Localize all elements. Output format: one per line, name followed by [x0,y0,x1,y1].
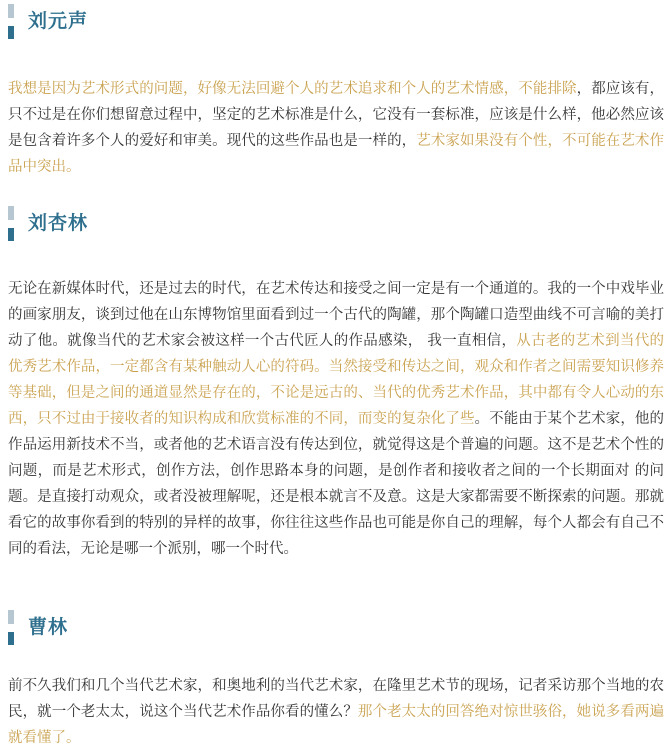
section-heading [0,610,671,650]
speaker-name: 曹林 [28,616,69,638]
heading-mark-top [8,610,14,624]
section-cao-lin [0,610,671,746]
section-heading [0,4,671,44]
body-text: 。不能由于某个艺术家，他的作品运用新技术不当，或者他的艺术语言没有传达到位，就觉得这是个普遍的问题。这不是艺术个性的问题，而是艺术形式，创作方法，创作思路本身的问题，是创作者和接收者之间的一个长期面对 的问题。是直接打动观众，或者没被理解呢，还是根本就言不及意。这是大家都需要不断探索的问题。那就看它的故事你看到的特别的异样的故事，你往往这些作品也可能是你自己的理解，每个人都会有自己不同的看法，无论是哪一个派别，哪一个时代。 [8,411,665,557]
speaker-paragraph [8,673,664,751]
heading-mark-top [8,4,14,18]
section-heading [0,206,671,246]
body-text: 前不久我们和几个当代艺术家，和奥地利的当代艺术家，在隆里艺术节的现场，记者采访那个当地的农民，就一个老太太，说这个当代艺术作品你看的懂么？ [8,678,664,720]
heading-mark-top [8,206,14,220]
highlighted-text: 那个老太太的回答绝对惊世骇俗，她说多看两遍就看懂了。 [8,704,665,746]
highlighted-text: 我想是因为艺术形式的问题，好像无法回避个人的艺术追求和个人的艺术情感，不能排除 [8,81,577,97]
body-text: ，都应该有，只不过是在你们想留意过程中，坚定的艺术标准是什么，它没有一套标准，应该是什么样，他必然应该是包含着许多个人的爱好和审美。现代的这些作品也是一样的， [8,81,665,149]
highlighted-text: 从古老的艺术到当代的优秀艺术作品，一定都含有某种触动人心的符码。当然接受和传达之间，观众和作者之间需要知识修养等基础，但是之间的通道显然是存在的，不论是远古的、当代的优秀艺术作品，其中都有令人心动的东西，只不过由于接收者的知识构成和欣赏标准的不同，而变的复杂化了些 [8,333,665,427]
speaker-name: 刘杏林 [28,212,89,234]
body-text: 无论在新媒体时代，还是过去的时代，在艺术传达和接受之间一定是有一个通道的。我的一个中戏毕业的画家朋友，谈到过他在山东博物馆里面看到过一个古代的陶罐，那个陶罐口造型曲线不可言喻的美打动了他。就像当代的艺术家会被这样一个古代匠人的作品感染， 我一直相信， [8,281,664,349]
heading-mark-bottom [8,632,14,645]
section-liu-xinglin [0,206,671,557]
section-liu-yuansheng [0,4,671,175]
heading-mark-bottom [8,228,14,241]
highlighted-text: 艺术家如果没有个性，不可能在艺术作品中突出。 [8,133,665,175]
heading-mark-bottom [8,26,14,39]
speaker-name: 刘元声 [28,10,89,32]
speaker-paragraph [8,276,664,562]
speaker-paragraph [8,76,664,180]
